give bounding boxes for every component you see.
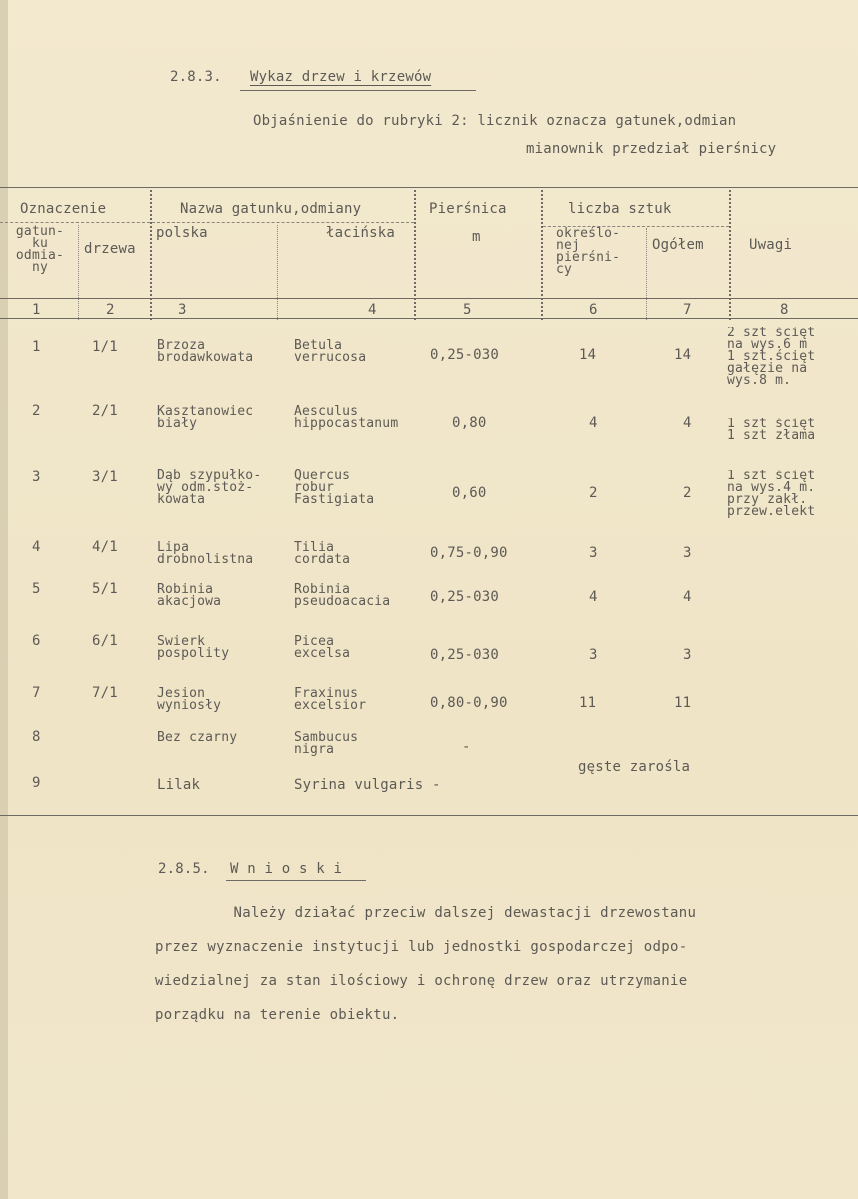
- cell-lacinska: Fraxinus excelsior: [294, 686, 367, 713]
- cell-no: 1: [32, 339, 41, 355]
- cell-lacinska: Syrina vulgaris -: [294, 777, 441, 793]
- conclusions-line-3: wiedzialnej za stan ilościowy i ochronę drzew oraz utrzymanie: [155, 973, 688, 989]
- cell-drzewa: 4/1: [92, 539, 118, 555]
- col-divider-1-2: [78, 225, 79, 320]
- col-divider-7-8: [729, 190, 731, 320]
- header-gatunku: gatun- ku odmia- ny: [15, 224, 65, 275]
- col-divider-5-6: [541, 190, 543, 320]
- cell-okreslonej: 3: [589, 647, 598, 663]
- col-divider-6-7: [646, 228, 647, 320]
- header-piersnica-unit: m: [472, 229, 481, 245]
- cell-polska: Dąb szypułko- wy odm.stoż- kowata: [157, 468, 262, 507]
- header-lacinska: łacińska: [326, 225, 396, 241]
- cell-drzewa: 6/1: [92, 633, 118, 649]
- cell-ogolem: 3: [683, 647, 692, 663]
- section-title: Wykaz drzew i krzewów: [250, 69, 432, 85]
- cell-okreslonej: 2: [589, 485, 598, 501]
- cell-okreslonej: 4: [589, 415, 598, 431]
- cell-piersnica: 0,60: [452, 485, 487, 501]
- conclusions-line-4: porządku na terenie obiektu.: [155, 1007, 400, 1023]
- cell-no: 2: [32, 403, 41, 419]
- cell-lacinska: Quercus robur Fastigiata: [294, 468, 375, 507]
- header-nazwa: Nazwa gatunku,odmiany: [180, 201, 362, 217]
- cell-piersnica: 0,75-0,90: [430, 545, 508, 561]
- cell-no: 7: [32, 685, 41, 701]
- col-number: 3: [178, 302, 187, 318]
- cell-okreslonej: 14: [579, 347, 597, 363]
- cell-piersnica: 0,25-030: [430, 347, 500, 363]
- note-line-1: Objaśnienie do rubryki 2: licznik oznacza gatunek,odmian: [253, 113, 737, 129]
- cell-polska: Robinia akacjowa: [157, 582, 222, 609]
- header-piersnica: Pierśnica: [429, 201, 507, 217]
- title-underline: [240, 90, 476, 91]
- cell-lacinska: Tilia cordata: [294, 540, 351, 567]
- cell-ogolem: 11: [674, 695, 692, 711]
- cell-polska: Jesion wyniosły: [157, 686, 222, 713]
- cell-no: 6: [32, 633, 41, 649]
- col-number: 8: [780, 302, 789, 318]
- header-polska: polska: [156, 225, 208, 241]
- cell-lacinska: Robinia pseudoacacia: [294, 582, 391, 609]
- cell-no: 9: [32, 775, 41, 791]
- cell-polska: Lilak: [157, 777, 201, 793]
- col-number: 6: [589, 302, 598, 318]
- cell-lacinska: Aesculus hippocastanum: [294, 404, 399, 431]
- cell-okreslonej: 4: [589, 589, 598, 605]
- cell-uwagi: 1 szt ścięt na wys.4 m. przy zakł. przew.elekt: [727, 470, 816, 518]
- cell-ogolem: 3: [683, 545, 692, 561]
- header-oznaczenie: Oznaczenie: [20, 201, 107, 217]
- page-edge-shadow: [0, 0, 8, 1199]
- cell-piersnica: -: [462, 739, 471, 755]
- note-line-2: mianownik przedział pierśnicy: [526, 141, 777, 157]
- conclusions-line-1: Należy działać przeciw dalszej dewastacji drzewostanu: [155, 905, 697, 921]
- cell-piersnica: 0,25-030: [430, 589, 500, 605]
- cell-lacinska: Picea excelsa: [294, 634, 351, 661]
- cell-piersnica: 0,25-030: [430, 647, 500, 663]
- col-divider-2-3: [150, 190, 152, 320]
- cell-lacinska: Betula verrucosa: [294, 338, 367, 365]
- cell-drzewa: 3/1: [92, 469, 118, 485]
- table-top-line: [0, 187, 858, 188]
- cell-uwagi: 1 szt ścięt 1 szt złama: [727, 418, 816, 442]
- cell-lacinska: Sambucus nigra: [294, 730, 359, 757]
- cell-polska: Lipa drobnolistna: [157, 540, 254, 567]
- cell-ogolem: 4: [683, 589, 692, 605]
- cell-piersnica: 0,80-0,90: [430, 695, 508, 711]
- col-number: 2: [106, 302, 115, 318]
- cell-okreslonej: 11: [579, 695, 597, 711]
- cell-drzewa: 5/1: [92, 581, 118, 597]
- header-okreslonej: określo- nej pierśni- cy: [556, 226, 621, 277]
- header-ogolem: Ogółem: [652, 237, 704, 253]
- cell-no: 8: [32, 729, 41, 745]
- cell-ogolem: 14: [674, 347, 692, 363]
- cell-polska: Bez czarny: [157, 730, 238, 745]
- cell-drzewa: 7/1: [92, 685, 118, 701]
- col-number: 7: [683, 302, 692, 318]
- cell-no: 3: [32, 469, 41, 485]
- col-divider-3-4: [277, 225, 278, 320]
- col-divider-4-5: [414, 190, 416, 320]
- nazwa-sub-line: [152, 222, 414, 223]
- section-number: 2.8.3.: [170, 69, 222, 85]
- thicket-note: gęste zarośla: [578, 759, 691, 775]
- conclusions-number: 2.8.5.: [158, 861, 210, 877]
- cell-uwagi: 2 szt ścięt na wys.6 m 1 szt.ścięt gałęzie na wys.8 m.: [727, 327, 816, 387]
- conclusions-line-2: przez wyznaczenie instytucji lub jednostki gospodarczej odpo-: [155, 939, 688, 955]
- cell-polska: Swierk pospolity: [157, 634, 230, 661]
- header-uwagi: Uwagi: [749, 237, 793, 253]
- oznaczenie-sub-line: [0, 222, 150, 223]
- conclusions-title: W n i o s k i: [230, 861, 343, 877]
- cell-drzewa: 1/1: [92, 339, 118, 355]
- col-number: 1: [32, 302, 41, 318]
- col-number: 4: [368, 302, 377, 318]
- cell-ogolem: 2: [683, 485, 692, 501]
- cell-drzewa: 2/1: [92, 403, 118, 419]
- table-bottom-line: [0, 815, 858, 816]
- header-liczba: liczba sztuk: [568, 201, 672, 217]
- cell-no: 5: [32, 581, 41, 597]
- cell-polska: Brzoza brodawkowata: [157, 338, 254, 365]
- cell-okreslonej: 3: [589, 545, 598, 561]
- cell-polska: Kasztanowiec biały: [157, 404, 254, 431]
- cell-piersnica: 0,80: [452, 415, 487, 431]
- col-number: 5: [463, 302, 472, 318]
- conclusions-underline: [226, 880, 366, 881]
- header-drzewa: drzewa: [84, 241, 136, 257]
- cell-ogolem: 4: [683, 415, 692, 431]
- cell-no: 4: [32, 539, 41, 555]
